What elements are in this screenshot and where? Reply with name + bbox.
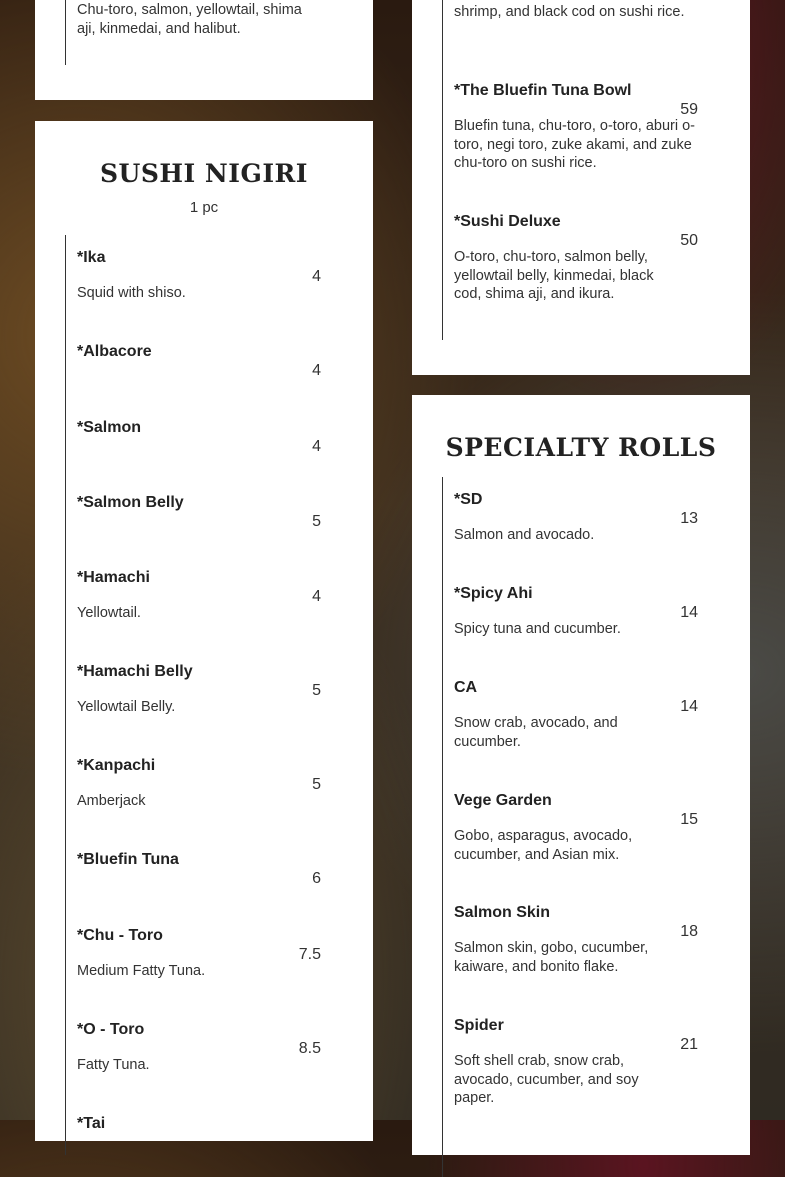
menu-item-price: 50 (680, 232, 698, 249)
menu-item-desc: Snow crab, avocado, and cucumber. (454, 715, 618, 750)
menu-item-price: 6 (312, 870, 321, 887)
menu-items-list (442, 477, 721, 1177)
section-subtitle: 1 pc (189, 199, 219, 216)
menu-item-name: *Ika (77, 249, 106, 266)
menu-item-desc: Fatty Tuna. (77, 1057, 150, 1073)
menu-item (443, 212, 721, 304)
menu-card-sushi-sets-partial (35, 0, 373, 100)
menu-item-desc: Squid with shiso. (77, 285, 186, 301)
menu-item-price: 18 (680, 923, 698, 940)
menu-item (66, 850, 344, 887)
menu-item-name: Vege Garden (454, 792, 552, 809)
menu-item-name: *Spicy Ahi (454, 585, 533, 602)
menu-item-price: 7.5 (298, 946, 321, 963)
menu-items-list (65, 235, 344, 1155)
menu-item-name: Spider (454, 1017, 504, 1034)
menu-item (443, 903, 721, 976)
menu-item (443, 678, 721, 751)
menu-item-price: 21 (680, 1036, 698, 1053)
menu-item (66, 248, 344, 303)
menu-item-name: *Salmon Belly (77, 494, 184, 511)
menu-item-name: *Albacore (77, 343, 152, 360)
menu-item-name: *Tai (77, 1115, 106, 1132)
menu-item-price: 15 (680, 811, 698, 828)
menu-card-sushi-bowls (412, 0, 750, 375)
menu-item-name: *O - Toro (77, 1021, 145, 1038)
section-title: SUSHI NIGIRI (100, 159, 308, 188)
menu-item-desc: Yellowtail. (77, 605, 141, 621)
menu-item-name: *SD (454, 491, 483, 508)
menu-item-name: *Bluefin Tuna (77, 851, 179, 868)
menu-item (443, 584, 721, 639)
menu-item-name: CA (454, 679, 478, 696)
menu-item-partial (66, 0, 344, 38)
menu-item-desc: Spicy tuna and cucumber. (454, 621, 621, 637)
menu-item-desc: Medium Fatty Tuna. (77, 963, 206, 979)
menu-item-price: 13 (680, 510, 698, 527)
menu-item-name: *Hamachi Belly (77, 663, 193, 680)
menu-item (66, 756, 344, 811)
menu-item (443, 490, 721, 545)
menu-item-name: *The Bluefin Tuna Bowl (454, 82, 632, 99)
menu-item-desc: Chu-toro, salmon, yellowtail, shima aji, kinmedai, and halibut. (77, 2, 302, 37)
menu-item-name: *Chu - Toro (77, 927, 163, 944)
menu-item (66, 662, 344, 717)
menu-item (443, 791, 721, 864)
menu-item-price: 4 (312, 362, 321, 379)
menu-item-desc: Bluefin tuna, chu-toro, o-toro, aburi o-toro, negi toro, zuke akami, and zuke chu-toro on sushi rice. (454, 118, 695, 171)
menu-item (66, 926, 344, 981)
menu-item (66, 342, 344, 379)
menu-item-desc: Salmon and avocado. (454, 527, 595, 543)
menu-item-name: *Kanpachi (77, 757, 156, 774)
menu-item-price: 14 (680, 604, 698, 621)
menu-item-price: 59 (680, 101, 698, 118)
menu-item-price: 14 (680, 698, 698, 715)
menu-item-desc: Salmon skin, gobo, cucumber, kaiware, and bonito flake. (454, 940, 649, 975)
menu-item-desc: shrimp, and black cod on sushi rice. (454, 3, 685, 20)
menu-item-name: *Hamachi (77, 569, 150, 586)
menu-item-price: 4 (312, 438, 321, 455)
menu-item (66, 1020, 344, 1075)
menu-item-price: 5 (312, 682, 321, 699)
menu-item-desc: O-toro, chu-toro, salmon belly, yellowtail belly, kinmedai, black cod, shima aji, and ikura. (454, 249, 654, 302)
menu-item-price: 5 (312, 513, 321, 530)
menu-item-name: *Salmon (77, 419, 142, 436)
menu-item (66, 493, 344, 530)
menu-item-desc: Soft shell crab, snow crab, avocado, cucumber, and soy paper. (454, 1053, 639, 1106)
menu-item-cut-off (66, 1114, 344, 1134)
menu-item-price: 4 (312, 588, 321, 605)
menu-item-price: 4 (312, 268, 321, 285)
menu-item-name: Salmon Skin (454, 904, 551, 921)
menu-item-name: *Sushi Deluxe (454, 213, 561, 230)
section-title: SPECIALTY ROLLS (445, 433, 717, 462)
menu-item-desc: Yellowtail Belly. (77, 699, 176, 715)
menu-item-partial (443, 0, 721, 21)
menu-items-list (65, 0, 344, 65)
menu-item (443, 81, 721, 173)
menu-item-price: 8.5 (298, 1040, 321, 1057)
menu-card-sushi-nigiri (35, 121, 373, 1141)
menu-item-desc: Gobo, asparagus, avocado, cucumber, and Asian mix. (454, 828, 633, 863)
menu-item-desc: Amberjack (77, 793, 146, 809)
menu-item (443, 1016, 721, 1108)
menu-item (66, 568, 344, 623)
menu-item (66, 418, 344, 455)
menu-card-specialty-rolls (412, 395, 750, 1155)
menu-item-price: 5 (312, 776, 321, 793)
menu-items-list (442, 0, 721, 340)
